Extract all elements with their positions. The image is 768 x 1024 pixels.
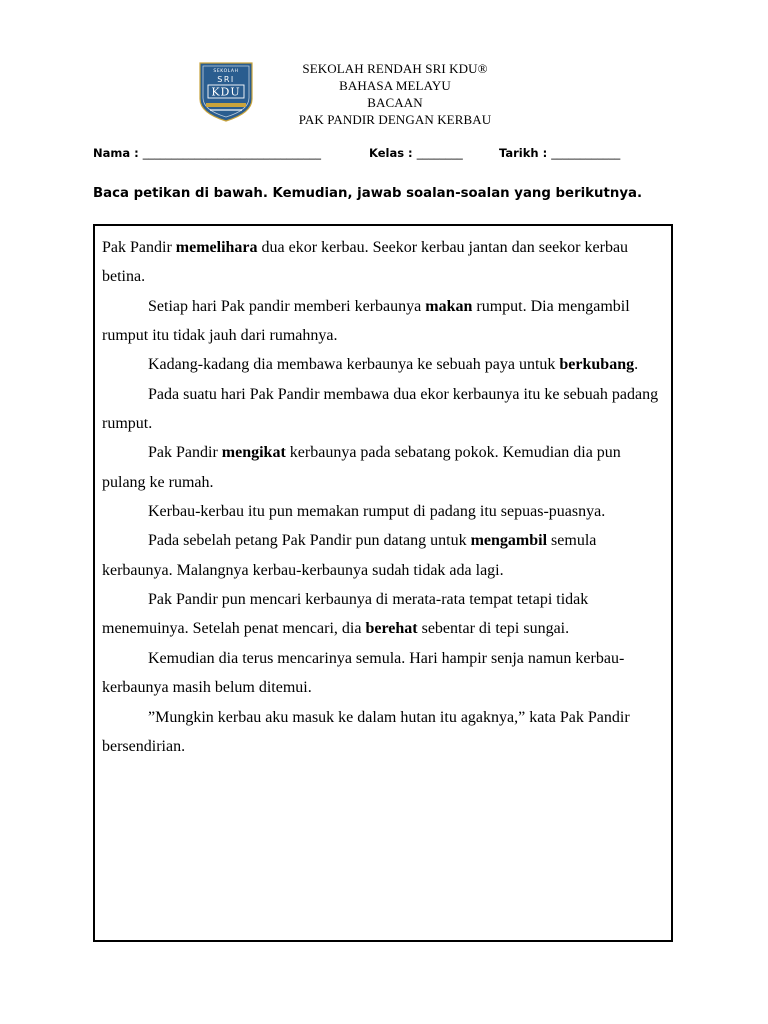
passage-paragraph xyxy=(102,585,662,644)
school-name: SEKOLAH RENDAH SRI KDU® xyxy=(302,61,488,76)
passage-paragraph xyxy=(102,233,662,292)
class-line[interactable]: ________ xyxy=(416,146,463,160)
date-field[interactable] xyxy=(499,146,620,160)
name-label: Nama : xyxy=(93,146,139,160)
passage-paragraph xyxy=(102,438,662,497)
passage-text: Kemudian dia terus mencarinya semula. Hari hampir senja namun kerbau-kerbaunya masih belum ditemui. xyxy=(102,649,625,697)
passage-text: Pak Pandir pun mencari kerbaunya di merata-rata tempat tetapi tidak menemuinya. Setelah penat mencari, dia xyxy=(102,591,589,638)
passage-paragraph xyxy=(102,703,662,762)
bold-keyword: mengambil xyxy=(470,532,548,550)
logo-kdu-text: KDU xyxy=(211,85,241,99)
reading-passage xyxy=(102,233,662,761)
passage-title: PAK PANDIR DENGAN KERBAU xyxy=(298,112,492,127)
passage-paragraph xyxy=(102,644,662,703)
bold-keyword: memelihara xyxy=(175,239,258,256)
passage-paragraph xyxy=(102,350,662,379)
passage-text: semula kerbaunya. Malangnya kerbau-kerbaunya sudah tidak ada lagi. xyxy=(102,532,597,579)
passage-paragraph xyxy=(102,526,662,585)
passage-text: kerbaunya pada sebatang pokok. Kemudian dia pun pulang ke rumah. xyxy=(102,444,621,491)
logo-top-text: SEKOLAH xyxy=(213,69,239,74)
passage-text: rumput. Dia mengambil rumput itu tidak jauh dari rumahnya. xyxy=(102,297,630,345)
passage-paragraph xyxy=(102,380,662,439)
instruction-text: Baca petikan di bawah. Kemudian, jawab soalan-soalan yang berikutnya. xyxy=(93,186,643,201)
subject-title: BAHASA MELAYU xyxy=(339,78,451,93)
bold-keyword: berkubang xyxy=(559,356,635,374)
section-title: BACAAN xyxy=(367,95,423,110)
passage-text: Kadang-kadang dia membawa kerbaunya ke sebuah paya untuk xyxy=(148,356,560,374)
date-line[interactable]: ____________ xyxy=(551,146,621,160)
passage-text: ”Mungkin kerbau aku masuk ke dalam hutan itu agaknya,” kata Pak Pandir bersendirian. xyxy=(102,708,630,755)
passage-text: Pada sebelah petang Pak Pandir pun datang untuk xyxy=(148,532,471,550)
name-field[interactable] xyxy=(93,146,321,160)
class-field[interactable] xyxy=(369,146,463,160)
student-info-fields xyxy=(93,146,653,164)
passage-text: . xyxy=(634,356,639,374)
bold-keyword: berehat xyxy=(365,620,418,638)
worksheet-header xyxy=(270,60,520,128)
passage-text: Pak Pandir xyxy=(102,239,176,256)
bold-keyword: makan xyxy=(425,297,473,315)
bold-keyword: mengikat xyxy=(221,444,286,462)
logo-sri-text: SRI xyxy=(217,75,235,84)
class-label: Kelas : xyxy=(369,146,413,160)
passage-text: Setiap hari Pak pandir memberi kerbaunya xyxy=(148,297,426,315)
passage-text: Pak Pandir xyxy=(148,444,222,462)
passage-paragraph xyxy=(102,497,662,526)
passage-text: Kerbau-kerbau itu pun memakan rumput di padang itu sepuas-puasnya. xyxy=(148,503,606,521)
school-crest-icon xyxy=(196,61,256,122)
name-line[interactable]: _______________________________ xyxy=(142,146,321,160)
passage-text: sebentar di tepi sungai. xyxy=(417,620,570,638)
passage-text: dua ekor kerbau. Seekor kerbau jantan dan seekor kerbau betina. xyxy=(102,239,629,286)
passage-text: Pada suatu hari Pak Pandir membawa dua ekor kerbaunya itu ke sebuah padang rumput. xyxy=(102,385,659,433)
passage-paragraph xyxy=(102,292,662,351)
date-label: Tarikh : xyxy=(499,146,548,160)
